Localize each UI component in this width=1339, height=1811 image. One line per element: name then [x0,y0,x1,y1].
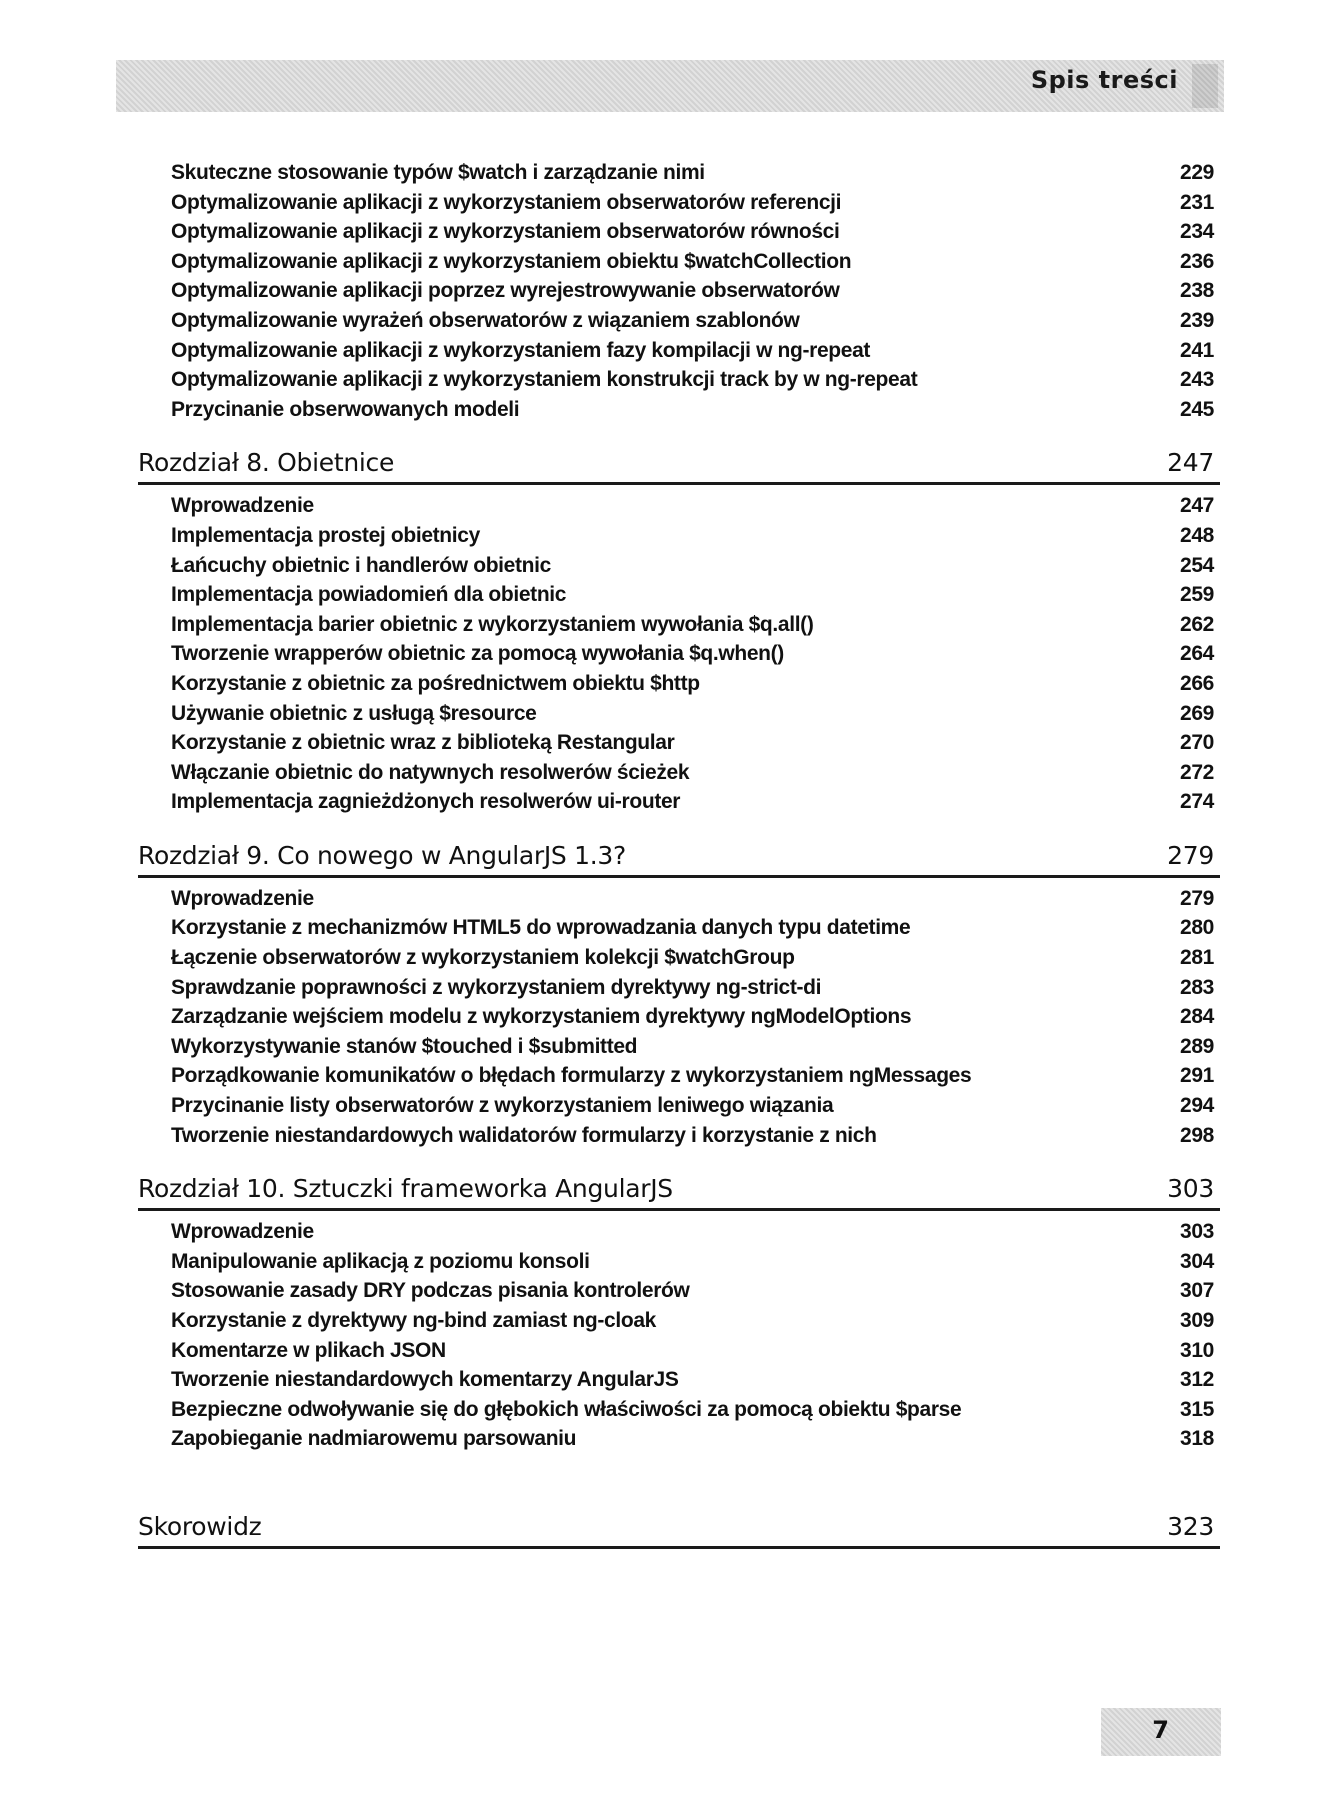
toc-entry-page: 241 [1180,338,1214,362]
toc-entry-page: 304 [1180,1249,1214,1273]
toc-entry [138,1336,1220,1366]
toc-entry-page: 262 [1180,612,1214,636]
toc-entry-page: 231 [1180,190,1214,214]
toc-entry-title: Wprowadzenie [171,886,314,910]
toc-entry [138,1365,1220,1395]
toc-entry [138,1247,1220,1277]
toc-entry-page: 280 [1180,916,1214,940]
toc-entry-page: 243 [1180,368,1214,392]
toc-entry-title: Przycinanie obserwowanych modeli [171,397,520,421]
toc-entry-title: Optymalizowanie aplikacji poprzez wyrejestrowywanie obserwatorów [171,279,840,303]
index-title: Skorowidz [138,1511,262,1541]
toc-entry [138,491,1220,521]
toc-entry-page: 315 [1180,1397,1214,1421]
toc-entry [138,884,1220,914]
toc-entry-page: 259 [1180,583,1214,607]
toc-entry [138,1121,1220,1151]
chapter-10-entries [138,1217,1220,1454]
toc-entry-page: 272 [1180,760,1214,784]
toc-entry [138,787,1220,817]
toc-entry-title: Korzystanie z obietnic za pośrednictwem obiektu $http [171,671,700,695]
toc-entry-page: 303 [1180,1220,1214,1244]
toc-entry [138,1424,1220,1454]
toc-entry-page: 307 [1180,1279,1214,1303]
toc-entry-page: 312 [1180,1368,1214,1392]
toc-entry-title: Korzystanie z obietnic wraz z biblioteką Restangular [171,731,675,755]
toc-entry-page: 281 [1180,946,1214,970]
toc-entry-title: Komentarze w plikach JSON [171,1338,446,1362]
toc-entry-page: 254 [1180,553,1214,577]
toc-entry-title: Włączanie obietnic do natywnych resolwerów ścieżek [171,760,690,784]
toc-entry-title: Sprawdzanie poprawności z wykorzystaniem dyrektywy ng-strict-di [171,975,822,999]
toc-entry-page: 238 [1180,279,1214,303]
chapter-8-entries [138,491,1220,817]
toc-entry [138,669,1220,699]
toc-entry-page: 318 [1180,1427,1214,1451]
chapter-heading-10 [138,1170,1220,1211]
toc-entry [138,217,1220,247]
toc-entry [138,728,1220,758]
toc-entry-title: Implementacja powiadomień dla obietnic [171,583,567,607]
toc-entry [138,610,1220,640]
toc-entry-page: 248 [1180,523,1214,547]
page-number-tab [1101,1708,1221,1756]
toc-entry-title: Optymalizowanie aplikacji z wykorzystaniem konstrukcji track by w ng-repeat [171,368,918,392]
toc-entry-title: Zarządzanie wejściem modelu z wykorzystaniem dyrektywy ngModelOptions [171,1005,912,1029]
toc-entry [138,336,1220,366]
toc-entry-page: 269 [1180,701,1214,725]
toc-entry-title: Implementacja prostej obietnicy [171,523,480,547]
toc-entry [138,276,1220,306]
toc-entry-title: Tworzenie niestandardowych komentarzy AngularJS [171,1368,679,1392]
toc-entry [138,365,1220,395]
toc-entry-page: 309 [1180,1309,1214,1332]
toc-entry-page: 239 [1180,308,1214,332]
toc-entry-title: Stosowanie zasady DRY podczas pisania kontrolerów [171,1279,690,1303]
toc-entry-page: 247 [1180,494,1214,518]
chapter-page: 247 [1167,448,1214,478]
toc-entry-page: 279 [1180,886,1214,910]
index-heading [138,1508,1220,1549]
chapter-title: Rozdział 9. Co nowego w AngularJS 1.3? [138,840,626,870]
toc-entry [138,247,1220,277]
toc-entry [138,551,1220,581]
toc-entry [138,1061,1220,1091]
toc-entry-title: Optymalizowanie wyrażeń obserwatorów z wiązaniem szablonów [171,308,800,332]
toc-entry [138,158,1220,188]
toc-entry-title: Bezpieczne odwoływanie się do głębokich właściwości za pomocą obiektu $parse [171,1397,962,1421]
toc-entry [138,395,1220,425]
toc-entry [138,699,1220,729]
chapter-title: Rozdział 10. Sztuczki frameworka AngularJS [138,1174,673,1204]
toc-entry [138,188,1220,218]
toc-entry-title: Implementacja zagnieżdżonych resolwerów ui-router [171,790,681,814]
toc-entry-title: Tworzenie niestandardowych walidatorów formularzy i korzystanie z nich [171,1123,877,1147]
toc-entry-title: Manipulowanie aplikacją z poziomu konsoli [171,1249,590,1273]
toc-entry-title: Skuteczne stosowanie typów $watch i zarządzanie nimi [171,161,705,184]
toc-entry-title: Optymalizowanie aplikacji z wykorzystaniem fazy kompilacji w ng-repeat [171,338,871,362]
toc-entry [138,580,1220,610]
table-of-contents [138,158,1220,1555]
running-header [116,60,1224,112]
toc-entry [138,1306,1220,1336]
toc-entry-page: 283 [1180,975,1214,999]
toc-entry [138,306,1220,336]
toc-entry-page: 274 [1180,790,1214,814]
header-tab-decoration [1192,64,1218,108]
chapter-9-entries [138,884,1220,1150]
chapter-page: 279 [1167,840,1214,870]
toc-entry-title: Używanie obietnic z usługą $resource [171,701,537,725]
toc-entry-title: Wprowadzenie [171,1220,314,1244]
toc-entry [138,973,1220,1003]
toc-entry [138,943,1220,973]
chapter-heading-9 [138,837,1220,878]
toc-entry-title: Korzystanie z dyrektywy ng-bind zamiast ng-cloak [171,1309,656,1332]
toc-entry [138,1276,1220,1306]
toc-entry-title: Przycinanie listy obserwatorów z wykorzystaniem leniwego wiązania [171,1094,834,1118]
toc-entry-title: Łańcuchy obietnic i handlerów obietnic [171,553,551,577]
toc-entry-title: Wykorzystywanie stanów $touched i $submitted [171,1034,638,1058]
toc-entry [138,1002,1220,1032]
toc-entry-page: 298 [1180,1123,1214,1147]
toc-entry-title: Optymalizowanie aplikacji z wykorzystaniem obserwatorów referencji [171,190,842,214]
toc-entry-title: Łączenie obserwatorów z wykorzystaniem kolekcji $watchGroup [171,946,795,970]
toc-entry-title: Korzystanie z mechanizmów HTML5 do wprowadzania danych typu datetime [171,916,911,940]
toc-entry-title: Optymalizowanie aplikacji z wykorzystaniem obiektu $watchCollection [171,249,852,273]
toc-entry [138,1032,1220,1062]
toc-entry [138,639,1220,669]
toc-entry [138,1395,1220,1425]
toc-entry-page: 236 [1180,249,1214,273]
chapter-page: 303 [1167,1174,1214,1204]
toc-entry [138,521,1220,551]
toc-entry-page: 234 [1180,220,1214,244]
toc-entry-page: 266 [1180,671,1214,695]
toc-entry [138,1091,1220,1121]
toc-entry-title: Implementacja barier obietnic z wykorzystaniem wywołania $q.all() [171,612,814,636]
running-header-title: Spis treści [1030,66,1178,94]
toc-entry [138,1217,1220,1247]
toc-entry-title: Optymalizowanie aplikacji z wykorzystaniem obserwatorów równości [171,220,840,244]
toc-entry [138,913,1220,943]
intro-entry-list [138,158,1220,424]
toc-entry-title: Porządkowanie komunikatów o błędach formularzy z wykorzystaniem ngMessages [171,1064,972,1088]
toc-entry-title: Wprowadzenie [171,494,314,518]
page-number: 7 [1152,1716,1169,1744]
chapter-heading-8 [138,444,1220,485]
toc-entry-page: 289 [1180,1034,1214,1058]
toc-entry-page: 310 [1180,1338,1214,1362]
toc-entry-title: Zapobieganie nadmiarowemu parsowaniu [171,1427,577,1451]
toc-entry-page: 270 [1180,731,1214,755]
toc-entry-page: 291 [1180,1064,1214,1088]
index-page: 323 [1167,1511,1214,1541]
toc-entry-page: 294 [1180,1094,1214,1118]
toc-entry-page: 264 [1180,642,1214,666]
toc-entry-page: 229 [1180,161,1214,184]
toc-entry-page: 245 [1180,397,1214,421]
toc-entry-title: Tworzenie wrapperów obietnic za pomocą wywołania $q.when() [171,642,784,666]
toc-entry [138,758,1220,788]
chapter-title: Rozdział 8. Obietnice [138,448,395,478]
toc-entry-page: 284 [1180,1005,1214,1029]
